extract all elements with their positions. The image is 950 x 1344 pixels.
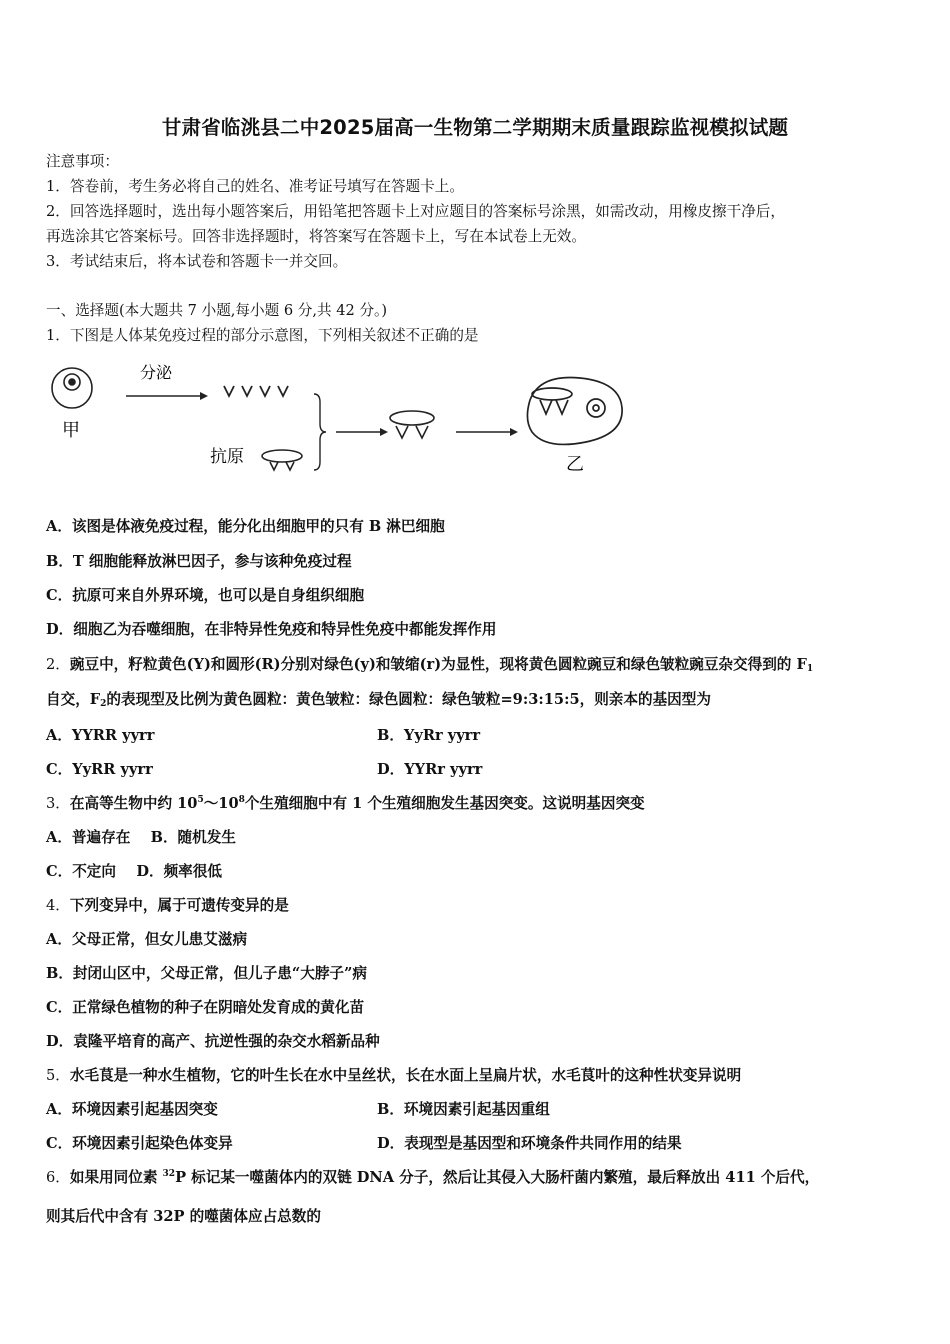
antigen-label: 抗原	[210, 447, 244, 467]
option-a[interactable]: A．该图是体液免疫过程，能分化出细胞甲的只有 B 淋巴细胞	[46, 518, 445, 535]
antigen-antibody-complex-icon	[390, 411, 434, 438]
option-b[interactable]: B．封闭山区中，父母正常，但儿子患“大脖子”病	[46, 965, 368, 982]
superscript: 8	[238, 795, 245, 805]
question-text: P 标记某一噬菌体内的双链 DNA 分子，然后让其侵入大肠杆菌内繁殖，最后释放出 411 个后代，	[175, 1169, 820, 1186]
secrete-label: 分泌	[140, 363, 173, 382]
question-text: 自交，F	[46, 691, 101, 708]
question-2-stem	[46, 655, 813, 675]
question-number: 3．	[46, 795, 70, 812]
question-3-stem	[46, 794, 645, 814]
cell-yi-label: 乙	[566, 454, 584, 475]
option-b[interactable]: B．环境因素引起基因重组	[377, 1101, 550, 1118]
option-c[interactable]: C．YyRR yyrr	[46, 761, 153, 778]
antigen-icon	[262, 450, 302, 470]
question-number: 5．	[46, 1067, 70, 1084]
superscript: 32	[162, 1169, 176, 1179]
superscript: 5	[197, 795, 204, 805]
option-b[interactable]: B．YyRr yyrr	[377, 727, 481, 744]
notice-heading: 注意事项：	[46, 153, 119, 170]
option-c[interactable]: C．正常绿色植物的种子在阴暗处发育成的黄化苗	[46, 999, 365, 1016]
antibody-icon	[224, 386, 288, 396]
question-4-stem	[46, 896, 289, 916]
question-6-stem	[46, 1168, 819, 1188]
question-text: 下图是人体某免疫过程的部分示意图，下列相关叙述不正确的是	[69, 327, 479, 344]
option-a[interactable]: A．父母正常，但女儿患艾滋病	[46, 931, 248, 948]
question-text: ～10	[203, 795, 239, 812]
question-number: 2．	[46, 656, 70, 673]
page-title: 甘肃省临洮县二中2025届高一生物第二学期期末质量跟踪监视模拟试题	[161, 116, 789, 139]
option-d[interactable]: D．袁隆平培育的高产、抗逆性强的杂交水稻新品种	[46, 1033, 380, 1050]
brace-icon	[314, 394, 326, 470]
question-text: 水毛茛是一种水生植物，它的叶生长在水中呈丝状，长在水面上呈扁片状，水毛茛叶的这种性状变异说明	[69, 1067, 742, 1084]
cell-jia-label: 甲	[62, 420, 80, 441]
option-c[interactable]: C．抗原可来自外界环境，也可以是自身组织细胞	[46, 587, 365, 604]
subscript: 1	[806, 664, 814, 674]
option-d[interactable]: D．表现型是基因型和环境条件共同作用的结果	[377, 1135, 682, 1152]
section-heading: 一、选择题(本大题共 7 小题,每小题 6 分,共 42 分。)	[46, 302, 388, 319]
notice-item: 3．考试结束后，将本试卷和答题卡一并交回。	[46, 253, 348, 270]
question-number: 4．	[46, 897, 70, 914]
immune-process-figure	[44, 356, 634, 486]
question-text: 如果用同位素	[69, 1169, 163, 1186]
notice-item: 1．答卷前，考生务必将自己的姓名、准考证号填写在答题卡上。	[46, 178, 464, 195]
option-a[interactable]: A．YYRR yyrr	[46, 727, 155, 744]
subscript: 2	[100, 699, 107, 709]
option-a[interactable]: A．环境因素引起基因突变	[46, 1101, 218, 1118]
question-text: 在高等生物中约 10	[69, 795, 198, 812]
question-text: 豌豆中，籽粒黄色(Y)和圆形(R)分别对绿色(y)和皱缩(r)为显性，现将黄色圆粒豌豆和绿色皱粒豌豆杂交得到的 F	[69, 656, 807, 673]
notice-item: 2．回答选择题时，选出每小题答案后，用铅笔把答题卡上对应题目的答案标号涂黑，如需改动，用橡皮擦干净后，	[46, 203, 785, 220]
cell-jia-icon	[52, 368, 92, 408]
option-b[interactable]: B．T 细胞能释放淋巴因子，参与该种免疫过程	[46, 553, 352, 570]
question-2-stem-cont	[46, 690, 711, 710]
option-d[interactable]: D．细胞乙为吞噬细胞，在非特异性免疫和特异性免疫中都能发挥作用	[46, 621, 497, 638]
question-text: 下列变异中，属于可遗传变异的是	[69, 897, 289, 914]
question-6-stem-cont: 则其后代中含有 32P 的噬菌体应占总数的	[46, 1208, 321, 1225]
question-number: 1．	[46, 327, 70, 344]
options-row[interactable]: C．不定向 D．频率很低	[46, 863, 222, 880]
question-number: 6．	[46, 1169, 70, 1186]
question-5-stem	[46, 1066, 741, 1086]
cell-yi-icon	[527, 377, 622, 444]
option-d[interactable]: D．YYRr yyrr	[377, 761, 483, 778]
options-row[interactable]: A．普遍存在 B．随机发生	[46, 829, 236, 846]
notice-item: 再选涂其它答案标号。回答非选择题时，将答案写在答题卡上，写在本试卷上无效。	[46, 228, 586, 245]
option-c[interactable]: C．环境因素引起染色体变异	[46, 1135, 233, 1152]
question-text: 个生殖细胞中有 1 个生殖细胞发生基因突变。这说明基因突变	[244, 795, 645, 812]
question-text: 的表现型及比例为黄色圆粒：黄色皱粒：绿色圆粒：绿色皱粒=9:3:15:5，则亲本的基因型为	[106, 691, 711, 708]
question-1-stem	[46, 326, 479, 346]
